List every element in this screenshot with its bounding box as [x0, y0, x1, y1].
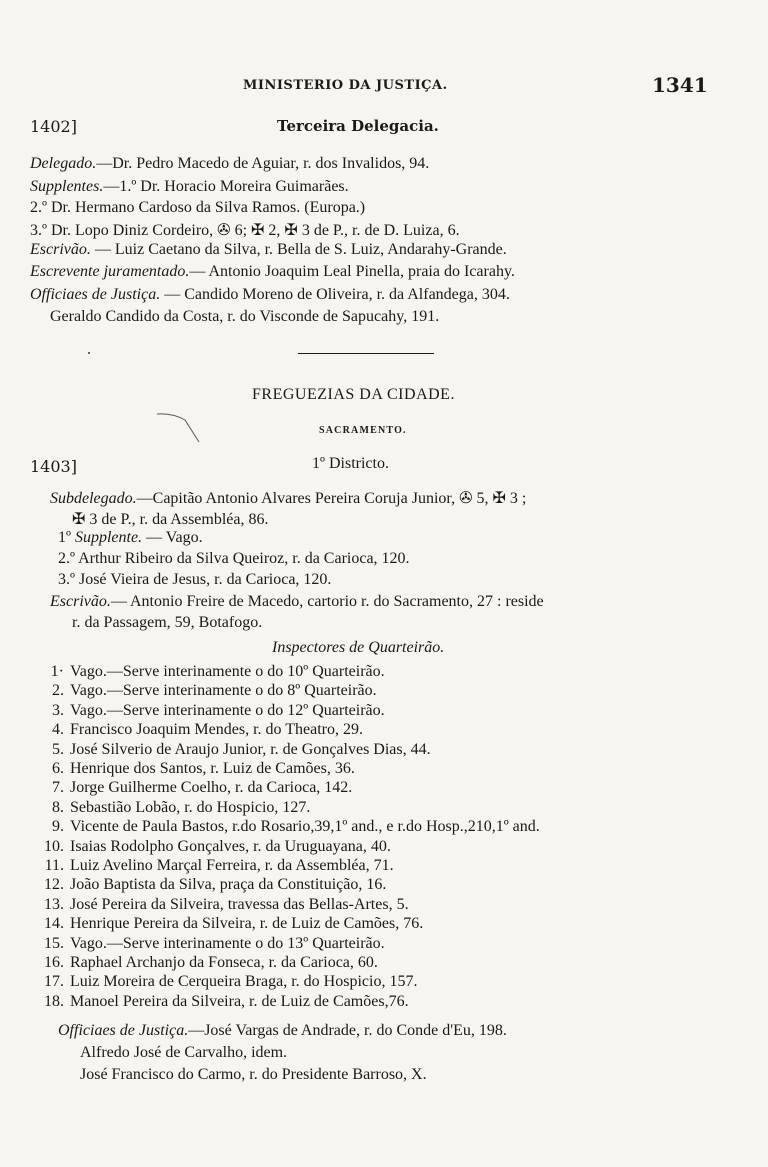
inspector-number: 15.: [44, 934, 64, 952]
escrivao-line-2-1403: r. da Passagem, 59, Botafogo.: [72, 614, 263, 631]
inspector-number: 16.: [44, 954, 64, 971]
inspector-row: [42, 779, 352, 797]
subdelegado-label: Subdelegado.: [50, 490, 137, 507]
inspector-row: [42, 721, 363, 739]
escrivao-line: [30, 241, 507, 259]
inspector-text: Vago.—Serve interinamente o do 10º Quarteirão.: [70, 663, 385, 680]
officiaes-line-3-1403: José Francisco do Carmo, r. do Presidente Barroso, X.: [80, 1066, 427, 1083]
inspector-row: [42, 838, 391, 856]
inspector-number: 12.: [44, 876, 64, 894]
escrevente-line: [30, 263, 515, 281]
inspector-text: Vago.—Serve interinamente o do 8º Quarteirão.: [70, 682, 377, 700]
officiaes-text: — Candido Moreno de Oliveira, r. da Alfandega, 304.: [160, 286, 510, 303]
inspector-text: João Baptista da Silva, praça da Constituição, 16.: [70, 876, 387, 894]
inspector-row: [42, 857, 394, 875]
inspector-number: 1·: [50, 663, 64, 680]
subdelegado-line: [50, 488, 526, 508]
officiaes-line-2: Geraldo Candido da Costa, r. do Visconde de Sapucahy, 191.: [50, 308, 440, 325]
inspector-number: 6.: [52, 760, 64, 777]
inspector-text: Vicente de Paula Bastos, r.do Rosario,39,1º and., e r.do Hosp.,210,1º and.: [70, 818, 540, 836]
inspector-number: 18.: [44, 992, 64, 1010]
entry-title-districto: 1º Districto.: [312, 455, 389, 472]
inspector-row: [42, 993, 409, 1011]
escrivao-line-1403: [50, 593, 544, 611]
inspector-number: 3.: [52, 701, 64, 719]
inspector-number: 2.: [52, 682, 64, 700]
inspector-number: 4.: [52, 721, 64, 739]
officiaes-line-2-1403: Alfredo José de Carvalho, idem.: [80, 1044, 288, 1061]
inspector-number: 5.: [52, 740, 64, 758]
running-title: MINISTERIO DA JUSTIÇA.: [243, 78, 448, 93]
officiaes-text-1403: —José Vargas de Andrade, r. do Conde d'Eu, 198.: [188, 1022, 507, 1039]
subdelegado-text: —Capitão Antonio Alvares Pereira Coruja Junior, ✇ 5, ✠ 3 ;: [136, 490, 527, 507]
inspector-text: Vago.—Serve interinamente o do 12º Quarteirão.: [70, 701, 385, 719]
delegado-label: Delegado.: [30, 155, 97, 172]
inspector-row: [42, 663, 385, 681]
section-subheading: SACRAMENTO.: [319, 425, 407, 436]
inspector-text: Sebastião Lobão, r. do Hospicio, 127.: [70, 798, 311, 816]
inspector-text: Henrique Pereira da Silveira, r. de Luiz de Camões, 76.: [70, 915, 424, 933]
supplente-3-line: 3.º Dr. Lopo Diniz Cordeiro, ✇ 6; ✠ 2, ✠ 3 de P., r. de D. Luiza, 6.: [30, 222, 460, 239]
inspector-row: [42, 741, 431, 759]
inspector-text: Francisco Joaquim Mendes, r. do Theatro, 29.: [70, 721, 363, 739]
inspector-row: [42, 915, 423, 933]
inspector-row: [42, 760, 355, 778]
section-divider: [298, 353, 434, 354]
inspector-number: 7.: [52, 779, 64, 797]
inspector-text: Isaias Rodolpho Gonçalves, r. da Uruguayana, 40.: [70, 837, 391, 855]
escrivao-label-1403: Escrivão.: [50, 593, 111, 610]
supplentes-text: —1.º Dr. Horacio Moreira Guimarães.: [103, 178, 349, 195]
officiaes-line: [30, 286, 510, 304]
inspector-row: [42, 702, 385, 720]
page-number: 1341: [652, 73, 708, 97]
inspector-row: [42, 876, 386, 894]
inspector-text: Vago.—Serve interinamente o do 13º Quarteirão.: [70, 934, 385, 952]
escrivao-label: Escrivão.: [30, 241, 91, 258]
inspector-text: Luiz Avelino Marçal Ferreira, r. da Assembléa, 71.: [70, 857, 394, 874]
inspector-row: [42, 818, 540, 836]
inspector-number: 17.: [44, 973, 64, 991]
section-heading: FREGUEZIAS DA CIDADE.: [252, 386, 455, 403]
inspector-number: 10.: [44, 837, 64, 855]
inspector-text: Henrique dos Santos, r. Luiz de Camões, 36.: [70, 760, 355, 777]
stray-pen-mark: [155, 410, 205, 446]
entry-number-1402: 1402]: [30, 117, 77, 136]
delegado-text: —Dr. Pedro Macedo de Aguiar, r. dos Invalidos, 94.: [96, 155, 430, 172]
supplentes-line: [30, 178, 349, 196]
inspector-number: 8.: [52, 798, 64, 816]
inspector-text: Manoel Pereira da Silveira, r. de Luiz de Camões,76.: [70, 992, 409, 1010]
inspector-row: [42, 954, 378, 972]
subdelegado-line-2: ✠ 3 de P., r. da Assembléa, 86.: [72, 511, 269, 528]
supplente-2-line-1403: 2.º Arthur Ribeiro da Silva Queiroz, r. da Carioca, 120.: [58, 550, 410, 567]
officiaes-label: Officiaes de Justiça.: [30, 286, 161, 303]
inspector-row: [42, 799, 310, 817]
entry-number-1403: 1403]: [30, 457, 77, 476]
escrivao-text-1403: — Antonio Freire de Macedo, cartorio r. do Sacramento, 27 : reside: [110, 593, 544, 610]
inspector-number: 13.: [44, 895, 64, 913]
entry-title-terceira-delegacia: Terceira Delegacia.: [277, 117, 439, 135]
officiaes-line-1403: [58, 1022, 507, 1040]
stray-mark: [88, 352, 90, 354]
supplente-1-prefix: 1º: [58, 529, 75, 546]
inspector-text: Luiz Moreira de Cerqueira Braga, r. do Hospicio, 157.: [70, 973, 418, 991]
inspector-number: 9.: [52, 818, 64, 836]
escrivao-text: — Luiz Caetano da Silva, r. Bella de S. Luiz, Andarahy-Grande.: [90, 241, 507, 258]
officiaes-label-1403: Officiaes de Justiça.: [58, 1022, 189, 1039]
inspector-text: José Silverio de Araujo Junior, r. de Gonçalves Dias, 44.: [70, 740, 431, 758]
inspector-number: 11.: [44, 857, 64, 874]
inspector-row: [42, 935, 385, 953]
inspector-text: José Pereira da Silveira, travessa das Bellas-Artes, 5.: [70, 895, 409, 913]
inspector-number: 14.: [44, 915, 64, 933]
inspectores-heading: Inspectores de Quarteirão.: [272, 639, 445, 656]
supplentes-label: Supplentes.: [30, 178, 104, 195]
escrevente-text: — Antonio Joaquim Leal Pinella, praia do Icarahy.: [189, 263, 515, 280]
supplente-3-line-1403: 3.º José Vieira de Jesus, r. da Carioca, 120.: [58, 571, 332, 588]
inspector-text: Raphael Archanjo da Fonseca, r. da Carioca, 60.: [70, 954, 378, 971]
inspector-row: [42, 682, 377, 700]
inspector-row: [42, 973, 417, 991]
supplente-1-text: — Vago.: [142, 529, 203, 546]
escrevente-label: Escrevente juramentado.: [30, 263, 190, 280]
supplente-1-line: [58, 529, 203, 547]
delegado-line: [30, 155, 429, 173]
inspector-text: Jorge Guilherme Coelho, r. da Carioca, 142.: [70, 779, 353, 797]
supplente-2-line: 2.º Dr. Hermano Cardoso da Silva Ramos. (Europa.): [30, 199, 366, 216]
supplente-1-label: Supplente.: [74, 529, 143, 546]
inspector-row: [42, 896, 409, 914]
